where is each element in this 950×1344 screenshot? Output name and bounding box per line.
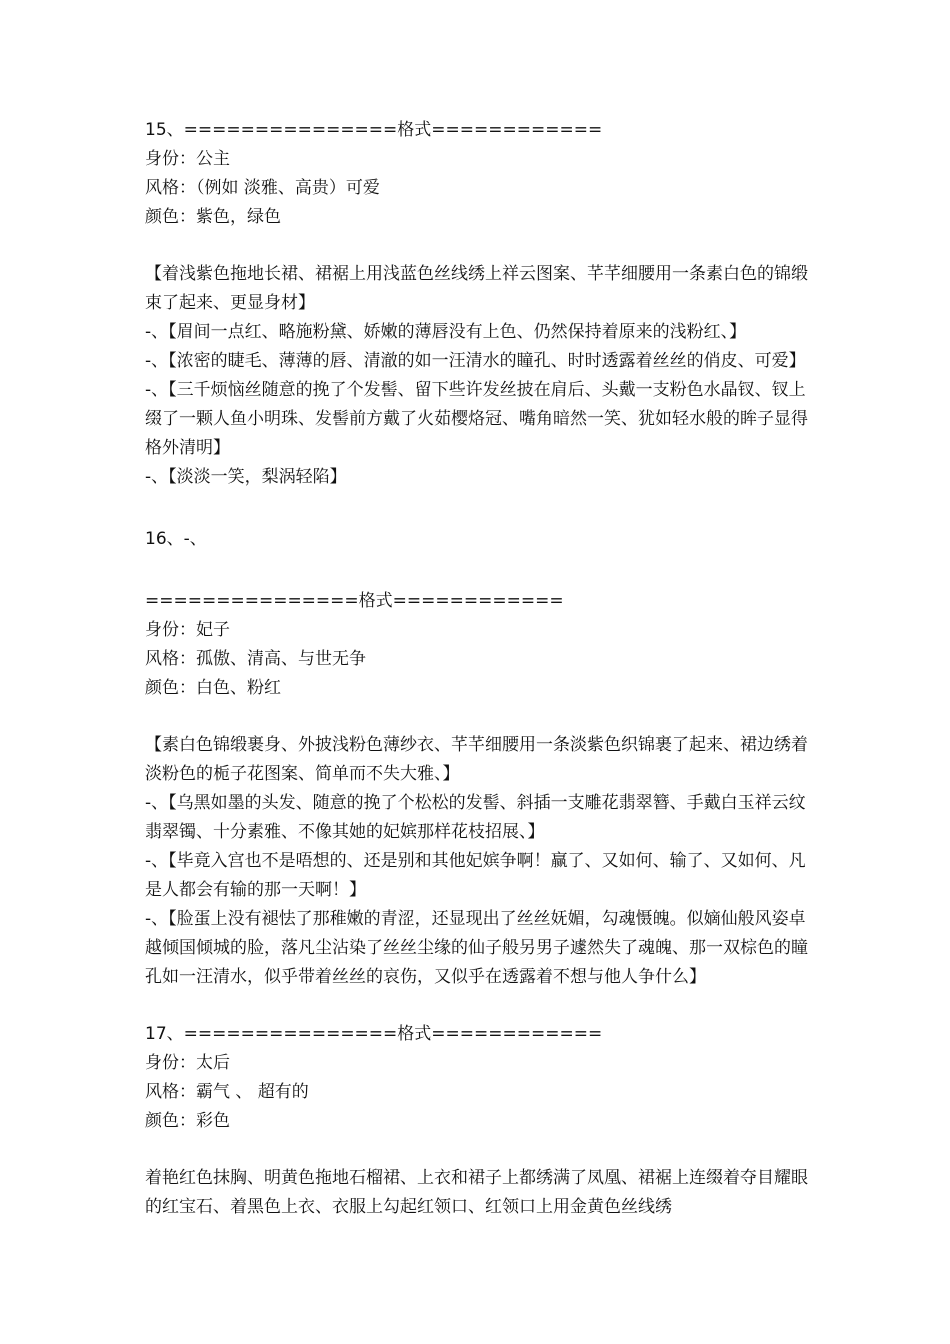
style-line: 风格：（例如 淡雅、高贵）可爱 (145, 178, 380, 198)
color-line: 颜色：白色、粉红 (145, 678, 281, 698)
description-paragraph: -、【淡淡一笑，梨涡轻陷】 (145, 467, 347, 487)
section-header: 17、===============格式============ (145, 1024, 603, 1044)
color-line: 颜色：彩色 (145, 1111, 230, 1131)
color-line: 颜色：紫色，绿色 (145, 207, 281, 227)
description-paragraph: 【素白色锦缎裹身、外披浅粉色薄纱衣、芊芊细腰用一条淡紫色织锦裹了起来、裙边绣着淡粉色的栀子花图案、简单而不失大雅、】 (145, 735, 808, 784)
description-paragraph: -、【三千烦恼丝随意的挽了个发髻、留下些许发丝披在肩后、头戴一支粉色水晶钗、钗上缀了一颗人鱼小明珠、发髻前方戴了火茹樱烙冠、嘴角暗然一笑、犹如轻水般的眸子显得格外清明】 (145, 380, 808, 458)
style-line: 风格：霸气 、 超有的 (145, 1082, 309, 1102)
document-page (145, 116, 815, 1222)
style-line: 风格：孤傲、清高、与世无争 (145, 649, 366, 669)
identity-line: 身份：妃子 (145, 620, 230, 640)
description-paragraph: -、【乌黑如墨的头发、随意的挽了个松松的发髻、斜插一支雕花翡翠簪、手戴白玉祥云纹翡翠镯、十分素雅、不像其她的妃嫔那样花枝招展、】 (145, 793, 806, 842)
section-15 (145, 116, 815, 492)
description-paragraph: 着艳红色抹胸、明黄色拖地石榴裙、上衣和裙子上都绣满了凤凰、裙裾上连缀着夺目耀眼的红宝石、着黑色上衣、衣服上勾起红领口、红领口上用金黄色丝线绣 (145, 1168, 808, 1217)
identity-line: 身份：太后 (145, 1053, 230, 1073)
description-paragraph: -、【浓密的睫毛、薄薄的唇、清澈的如一汪清水的瞳孔、时时透露着丝丝的俏皮、可爱】 (145, 351, 806, 371)
section-16 (145, 525, 815, 992)
description-paragraph: 【着浅紫色拖地长裙、裙裾上用浅蓝色丝线绣上祥云图案、芊芊细腰用一条素白色的锦缎束了起来、更显身材】 (145, 264, 808, 313)
description-paragraph: -、【脸蛋上没有褪怯了那稚嫩的青涩，还显现出了丝丝妩媚，勾魂慑魄。似嫡仙般风姿卓越倾国倾城的脸，落凡尘沾染了丝丝尘缘的仙子般另男子遽然失了魂魄、那一双棕色的瞳孔如一汪清水，似乎带着丝丝的哀伤，又似乎在透露着不想与他人争什么】 (145, 909, 808, 987)
description-paragraph: -、【毕竟入宫也不是唔想的、还是别和其他妃嫔争啊！赢了、又如何、输了、又如何、凡是人都会有输的那一天啊！】 (145, 851, 806, 900)
identity-line: 身份：公主 (145, 149, 230, 169)
section-17 (145, 1020, 815, 1222)
section-number: 16、-、 (145, 529, 207, 549)
description-paragraph: -、【眉间一点红、略施粉黛、娇嫩的薄唇没有上色、仍然保持着原来的浅粉红、】 (145, 322, 747, 342)
section-header: ===============格式============ (145, 591, 564, 611)
section-header: 15、===============格式============ (145, 120, 603, 140)
